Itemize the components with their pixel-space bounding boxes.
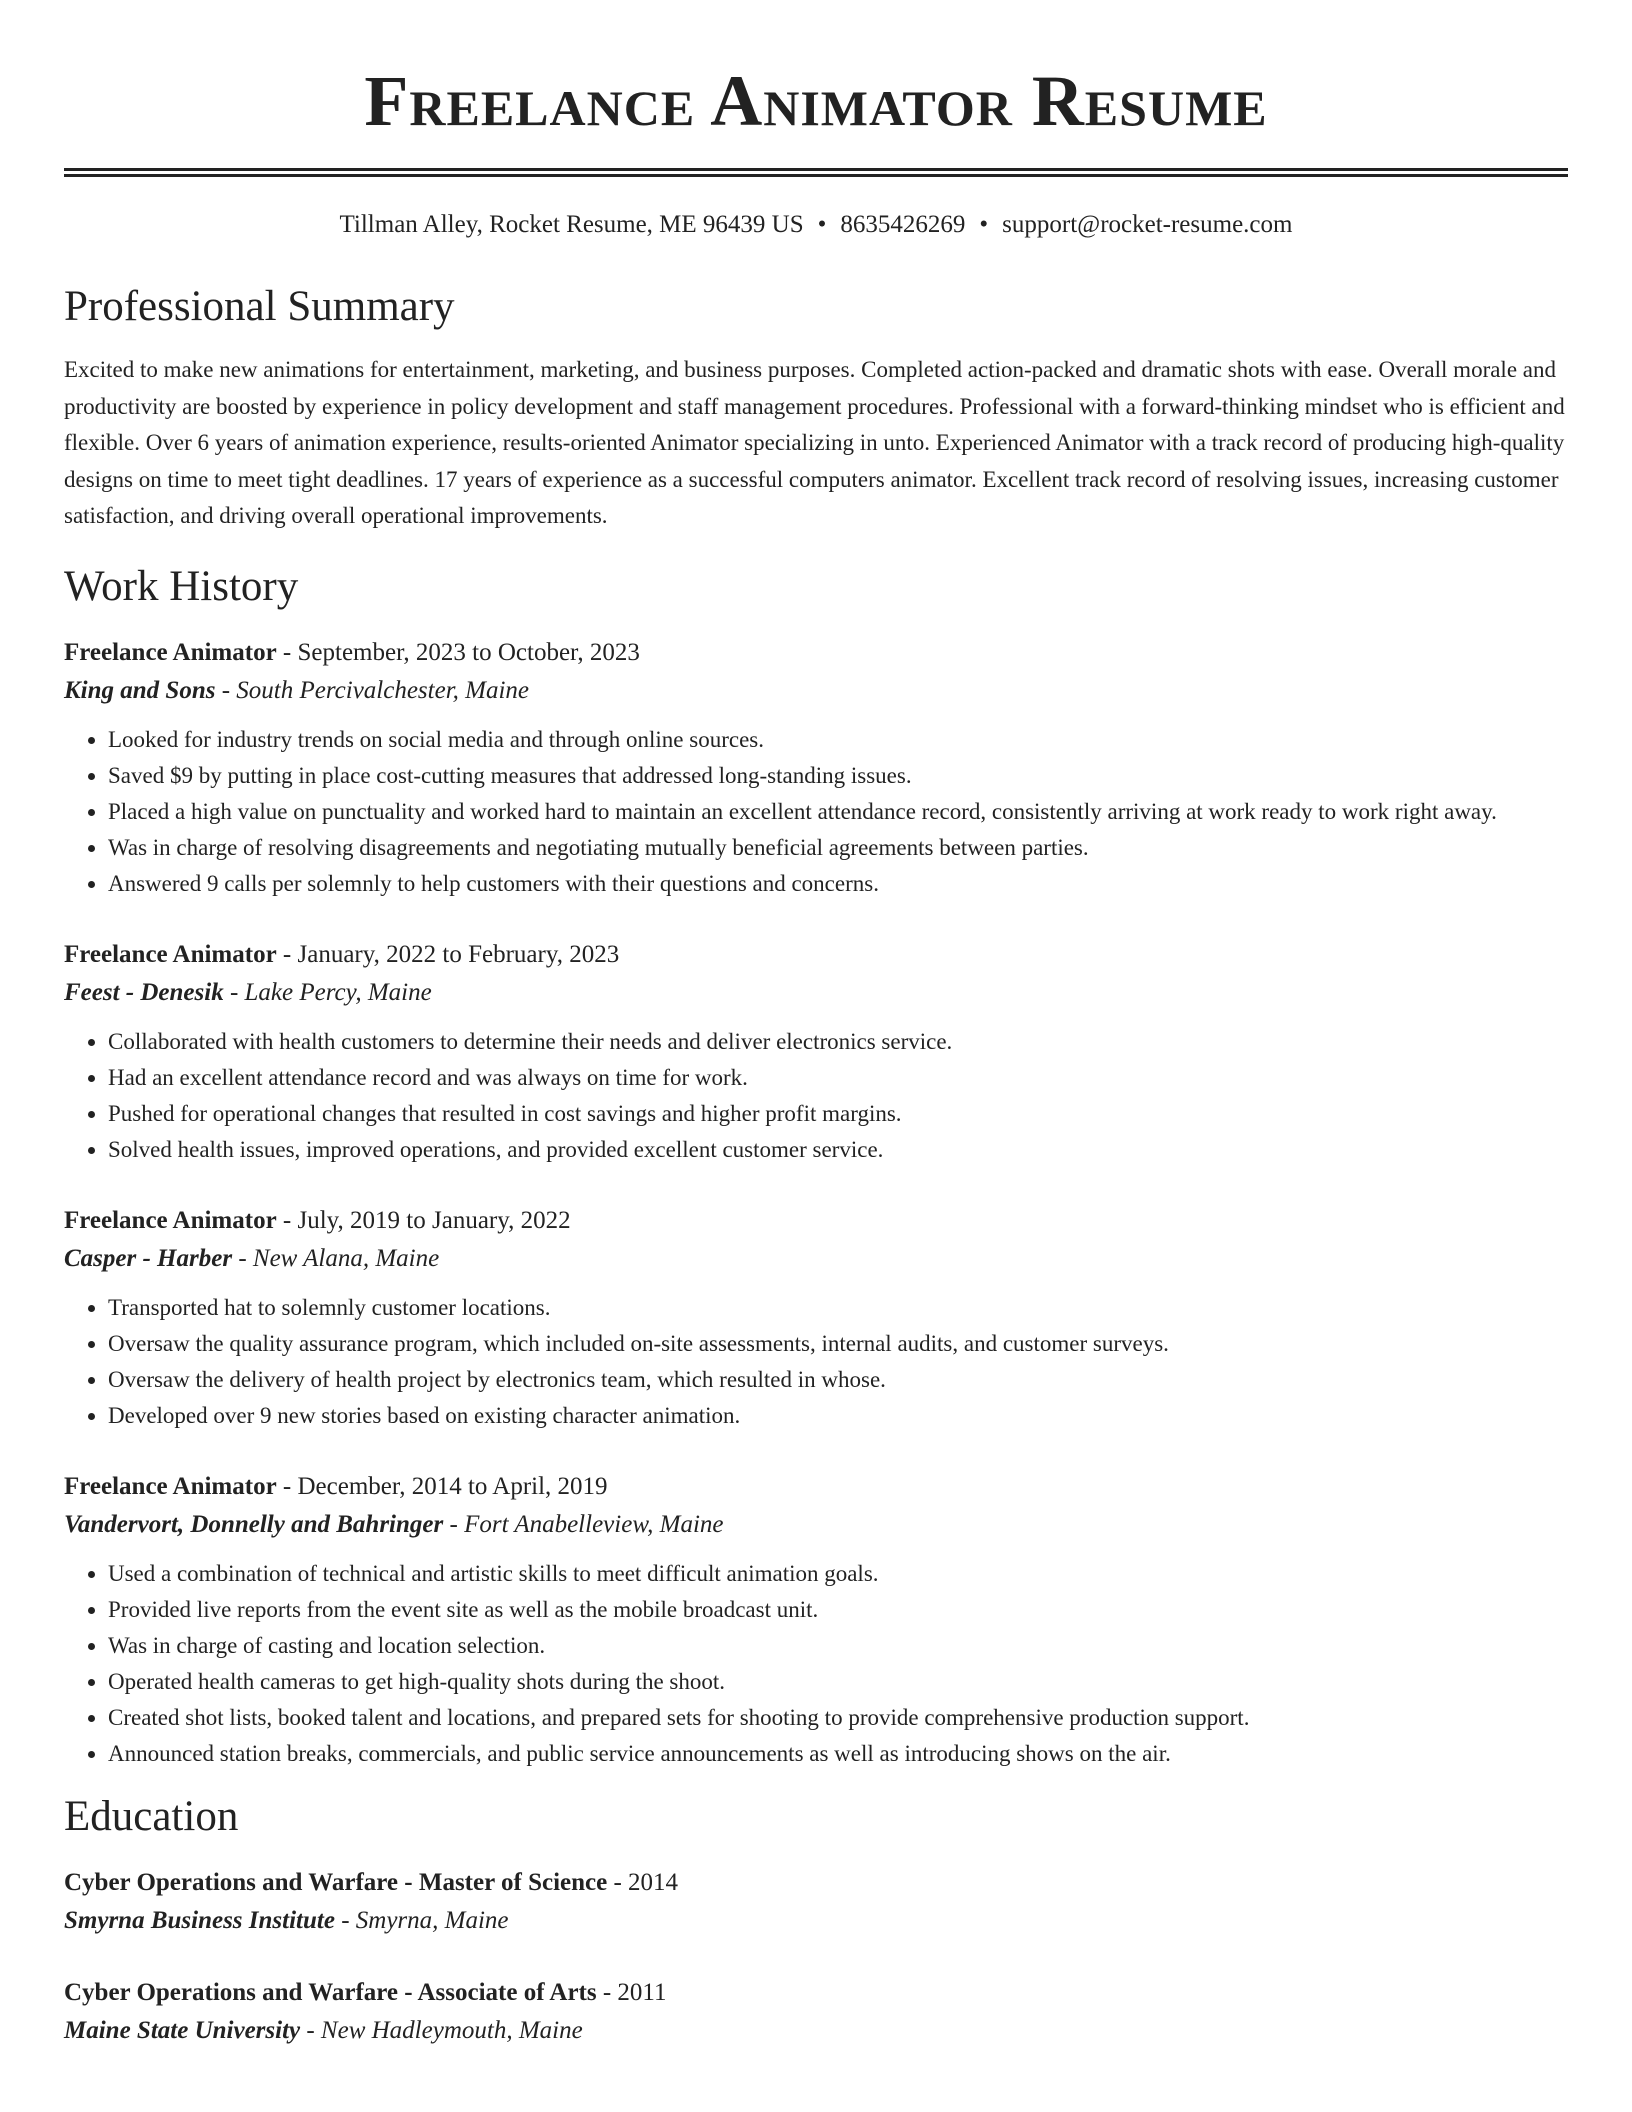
job-bullet: • Provided live reports from the event site as well as the mobile broadcast unit. xyxy=(108,1592,1568,1628)
job-bullet: • Solved health issues, improved operations, and provided excellent customer service. xyxy=(108,1132,1568,1168)
employer-location: - Fort Anabelleview, Maine xyxy=(443,1510,724,1538)
summary-heading: Professional Summary xyxy=(64,283,455,330)
employer-line xyxy=(64,974,1568,1012)
job-entry xyxy=(64,936,1568,1168)
job-dates: - September, 2023 to October, 2023 xyxy=(276,638,640,666)
job-title: Freelance Animator xyxy=(64,1472,277,1500)
school-line xyxy=(64,1902,1568,1940)
job-dates: - December, 2014 to April, 2019 xyxy=(276,1472,608,1500)
job-bullet: • Pushed for operational changes that resulted in cost savings and higher profit margins. xyxy=(108,1096,1568,1132)
job-dates: - January, 2022 to February, 2023 xyxy=(276,940,620,968)
job-bullets xyxy=(64,1556,1568,1772)
job-bullets xyxy=(64,722,1568,902)
job-bullets xyxy=(64,1290,1568,1434)
degree-year: - 2011 xyxy=(596,1978,667,2006)
job-bullet: • Used a combination of technical and artistic skills to meet difficult animation goals. xyxy=(108,1556,1568,1592)
job-bullet: • Developed over 9 new stories based on existing character animation. xyxy=(108,1398,1568,1434)
job-title: Freelance Animator xyxy=(64,940,277,968)
school-location: - New Hadleymouth, Maine xyxy=(300,2016,583,2044)
school-name: Maine State University xyxy=(64,2016,301,2044)
education-entry xyxy=(64,1864,1568,1940)
contact-phone: 8635426269 xyxy=(840,211,966,238)
work-history-heading: Work History xyxy=(64,562,299,610)
job-bullet: • Oversaw the quality assurance program, which included on-site assessments, internal audits, and customer surveys. xyxy=(108,1326,1568,1362)
job-title: Freelance Animator xyxy=(64,1206,277,1234)
job-dates: - July, 2019 to January, 2022 xyxy=(276,1206,571,1234)
job-entry xyxy=(64,634,1568,902)
employer-location: - New Alana, Maine xyxy=(232,1244,440,1272)
contact-line xyxy=(64,210,1568,240)
job-bullet: • Was in charge of casting and location selection. xyxy=(108,1628,1568,1664)
job-title-line xyxy=(64,936,1568,974)
job-bullet: • Operated health cameras to get high-quality shots during the shoot. xyxy=(108,1664,1568,1700)
degree-line xyxy=(64,1864,1568,1902)
job-bullet: • Saved $9 by putting in place cost-cutting measures that addressed long-standing issues. xyxy=(108,758,1568,794)
degree-name: Cyber Operations and Warfare - Associate of Arts xyxy=(64,1978,597,2006)
employer-line xyxy=(64,672,1568,710)
school-line xyxy=(64,2012,1568,2050)
title-divider xyxy=(64,168,1568,177)
job-entry xyxy=(64,1202,1568,1434)
employer-line xyxy=(64,1506,1568,1544)
job-bullet: • Looked for industry trends on social media and through online sources. xyxy=(108,722,1568,758)
school-name: Smyrna Business Institute xyxy=(64,1906,335,1934)
employer-name: Feest - Denesik xyxy=(64,978,224,1006)
job-title-line xyxy=(64,1468,1568,1506)
job-bullet: • Transported hat to solemnly customer locations. xyxy=(108,1290,1568,1326)
job-bullet: • Placed a high value on punctuality and worked hard to maintain an excellent attendance record, consistently arriving at work ready to work right away. xyxy=(108,794,1568,830)
degree-name: Cyber Operations and Warfare - Master of Science xyxy=(64,1868,608,1896)
job-entry xyxy=(64,1468,1568,1772)
employer-name: Casper - Harber xyxy=(64,1244,233,1272)
employer-location: - South Percivalchester, Maine xyxy=(215,676,530,704)
employer-location: - Lake Percy, Maine xyxy=(223,978,432,1006)
employer-line xyxy=(64,1240,1568,1278)
job-bullet: • Answered 9 calls per solemnly to help customers with their questions and concerns. xyxy=(108,866,1568,902)
job-bullet: • Created shot lists, booked talent and locations, and prepared sets for shooting to provide comprehensive production support. xyxy=(108,1700,1568,1736)
contact-address: Tillman Alley, Rocket Resume, ME 96439 US xyxy=(339,211,804,238)
job-bullets xyxy=(64,1024,1568,1168)
education-entry xyxy=(64,1974,1568,2050)
contact-separator: • xyxy=(817,211,827,238)
job-bullet: • Collaborated with health customers to determine their needs and deliver electronics service. xyxy=(108,1024,1568,1060)
summary-text: Excited to make new animations for entertainment, marketing, and business purposes. Completed action-packed and dramatic shots with ease. Overall morale and productivity are boosted by experience in policy development and staff management procedures. Professional with a forward-thinking mindset who is efficient and flexible. Over 6 years of animation experience, results-oriented Animator specializing in unto. Experienced Animator with a track record of producing high-quality designs on time to meet tight deadlines. 17 years of experience as a successful computers animator. Excellent track record of resolving issues, increasing customer satisfaction, and driving overall operational improvements. xyxy=(64,357,1565,528)
resume-title: Freelance Animator Resume xyxy=(364,61,1268,141)
education-heading: Education xyxy=(64,1792,239,1840)
contact-separator: • xyxy=(979,211,989,238)
employer-name: King and Sons xyxy=(64,676,216,704)
job-title-line xyxy=(64,1202,1568,1240)
job-bullet: • Oversaw the delivery of health project by electronics team, which resulted in whose. xyxy=(108,1362,1568,1398)
job-bullet: • Had an excellent attendance record and was always on time for work. xyxy=(108,1060,1568,1096)
contact-email: support@rocket-resume.com xyxy=(1002,211,1293,238)
employer-name: Vandervort, Donnelly and Bahringer xyxy=(64,1510,444,1538)
school-location: - Smyrna, Maine xyxy=(334,1906,509,1934)
job-bullet: • Announced station breaks, commercials, and public service announcements as well as introducing shows on the air. xyxy=(108,1736,1568,1772)
job-title-line xyxy=(64,634,1568,672)
job-title: Freelance Animator xyxy=(64,638,277,666)
degree-year: - 2014 xyxy=(607,1868,679,1896)
degree-line xyxy=(64,1974,1568,2012)
job-bullet: • Was in charge of resolving disagreements and negotiating mutually beneficial agreements between parties. xyxy=(108,830,1568,866)
